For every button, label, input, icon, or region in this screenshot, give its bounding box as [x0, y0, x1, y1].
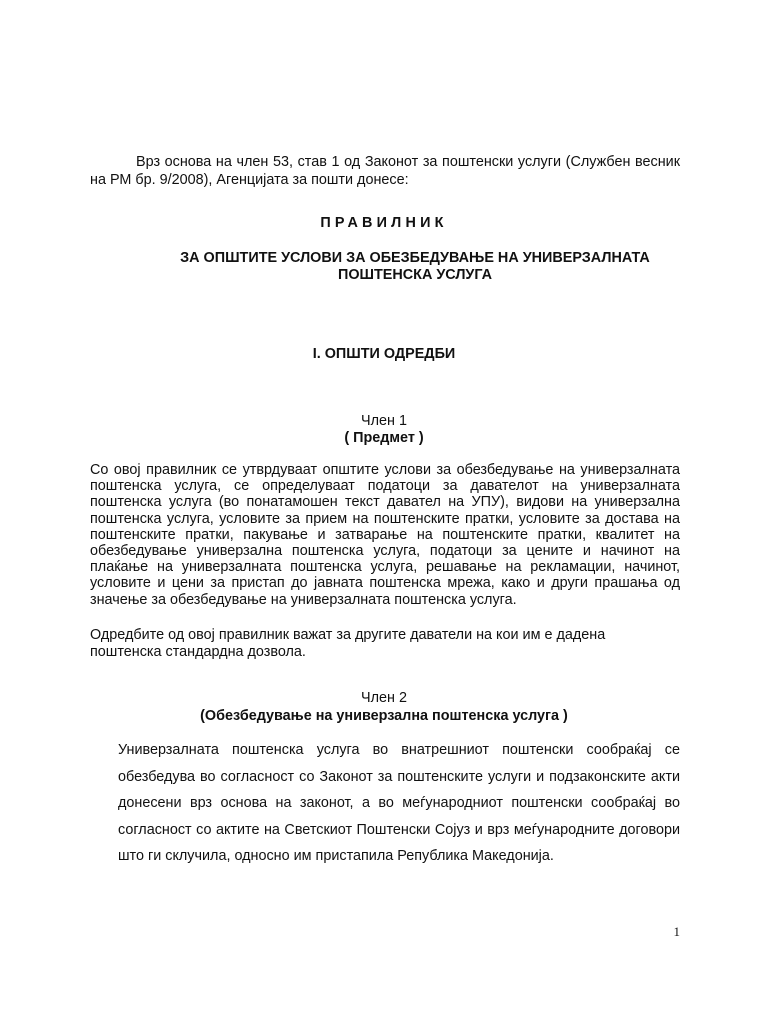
preamble-text: Врз основа на член 53, став 1 од Законот за поштенски услуги (Службен весник на РМ бр. 9/2008), Агенцијата за пошти донесе: — [90, 154, 680, 188]
preamble — [90, 153, 680, 189]
section-heading: I. ОПШТИ ОДРЕДБИ — [312, 346, 456, 362]
article-1-number: Член 1 — [361, 413, 407, 429]
article-2-heading: (Обезбедување на универзална поштенска услуга ) — [200, 708, 568, 724]
document-subtitle — [160, 250, 670, 284]
subtitle-line-1: ЗА ОПШТИТЕ УСЛОВИ ЗА ОБЕЗБЕДУВАЊЕ НА УНИВЕРЗАЛНАТА — [180, 250, 650, 266]
document-title: ПРАВИЛНИК — [320, 215, 448, 231]
subtitle-line-2: ПОШТЕНСКА УСЛУГА — [337, 267, 493, 283]
article-2-paragraph-1: Универзалната поштенска услуга во внатрешниот поштенски сообраќај се обезбедува во согласност со Законот за поштенските услуги и подзаконските акти донесени врз основа на законот, а во меѓународниот поштенски сообраќај во согласност со актите на Светскиот Поштенски Сојуз и врз меѓународните договори што ги склучила, односно им пристапила Република Македонија. — [118, 742, 680, 864]
article-1-paragraph-2: Одредбите од овој правилник важат за другите даватели на кои им е дадена поштенска стандардна дозвола. — [90, 627, 606, 660]
page-number: 1 — [673, 924, 680, 939]
article-1-heading: ( Предмет ) — [344, 430, 424, 446]
article-2-number: Член 2 — [361, 690, 407, 706]
article-1-paragraph-1: Со овој правилник се утврдуваат општите услови за обезбедување на универзалната поштенска услуга, се определуваат податоци за давателот на универзалната поштенска услуга (во понатамошен текст давател на УПУ), видови на универзална поштенска услуга, условите за прием на поштенските пратки, условите за достава на поштенските пратки, пакување и затварање на поштенските пратки, квалитет на обезбедување универзална поштенска услуга, податоци за цените и начинот на плаќање на универзалната поштенска услуга, решавање на рекламации, начинот, условите и цени за пристап до јавната поштенска мрежа, како и други прашања од значење за обезбедување на универзалната поштенска услуга. — [90, 462, 680, 608]
